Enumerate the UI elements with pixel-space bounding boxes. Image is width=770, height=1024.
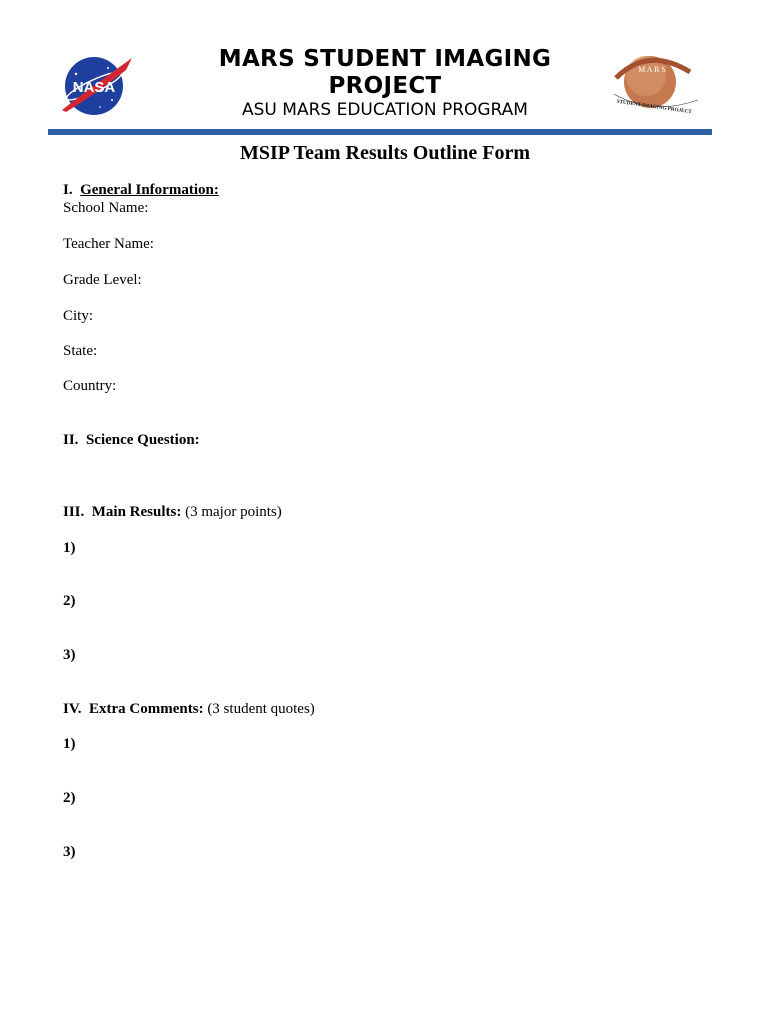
section-main-results-heading bbox=[63, 504, 282, 521]
mars-logo bbox=[608, 50, 700, 116]
main-result-item-3: 3) bbox=[63, 647, 76, 663]
section-note: (3 major points) bbox=[185, 504, 282, 520]
section-title: Science Question: bbox=[85, 432, 200, 448]
extra-comment-item-3: 3) bbox=[63, 844, 76, 860]
section-number: I. bbox=[63, 182, 73, 198]
main-result-item-2: 2) bbox=[63, 593, 76, 609]
section-extra-comments-heading bbox=[63, 701, 315, 718]
section-number: III. bbox=[63, 504, 85, 520]
field-label-grade-level: Grade Level: bbox=[63, 272, 142, 288]
form-title: MSIP Team Results Outline Form bbox=[239, 142, 530, 164]
header-divider bbox=[48, 129, 712, 135]
section-number: IV. bbox=[63, 701, 82, 717]
extra-comment-item-2: 2) bbox=[63, 790, 76, 806]
section-general-information-heading bbox=[63, 182, 219, 199]
extra-comment-item-1: 1) bbox=[63, 736, 76, 752]
section-title: General Information: bbox=[80, 182, 219, 198]
section-science-question-heading bbox=[63, 432, 200, 449]
field-label-school-name: School Name: bbox=[63, 200, 149, 216]
nasa-logo bbox=[60, 52, 134, 118]
page-subtitle: ASU MARS EDUCATION PROGRAM bbox=[242, 100, 528, 120]
nasa-logo-text: NASA bbox=[72, 79, 116, 96]
field-label-teacher-name: Teacher Name: bbox=[63, 236, 154, 252]
page-title-line1: MARS STUDENT IMAGING bbox=[218, 46, 552, 72]
section-number: II. bbox=[63, 432, 79, 448]
page-title-line2: PROJECT bbox=[328, 73, 442, 99]
main-result-item-1: 1) bbox=[63, 540, 76, 556]
section-note: (3 student quotes) bbox=[207, 701, 315, 717]
page-title bbox=[160, 46, 610, 100]
field-label-country: Country: bbox=[63, 378, 117, 394]
mars-logo-top-text: M A R S bbox=[638, 65, 666, 74]
field-label-state: State: bbox=[63, 343, 98, 359]
section-title: Extra Comments: bbox=[89, 701, 204, 717]
section-title: Main Results: bbox=[91, 504, 182, 520]
mars-logo-bottom-text: STUDENT IMAGING PROJECT bbox=[616, 98, 693, 116]
field-label-city: City: bbox=[63, 308, 94, 324]
